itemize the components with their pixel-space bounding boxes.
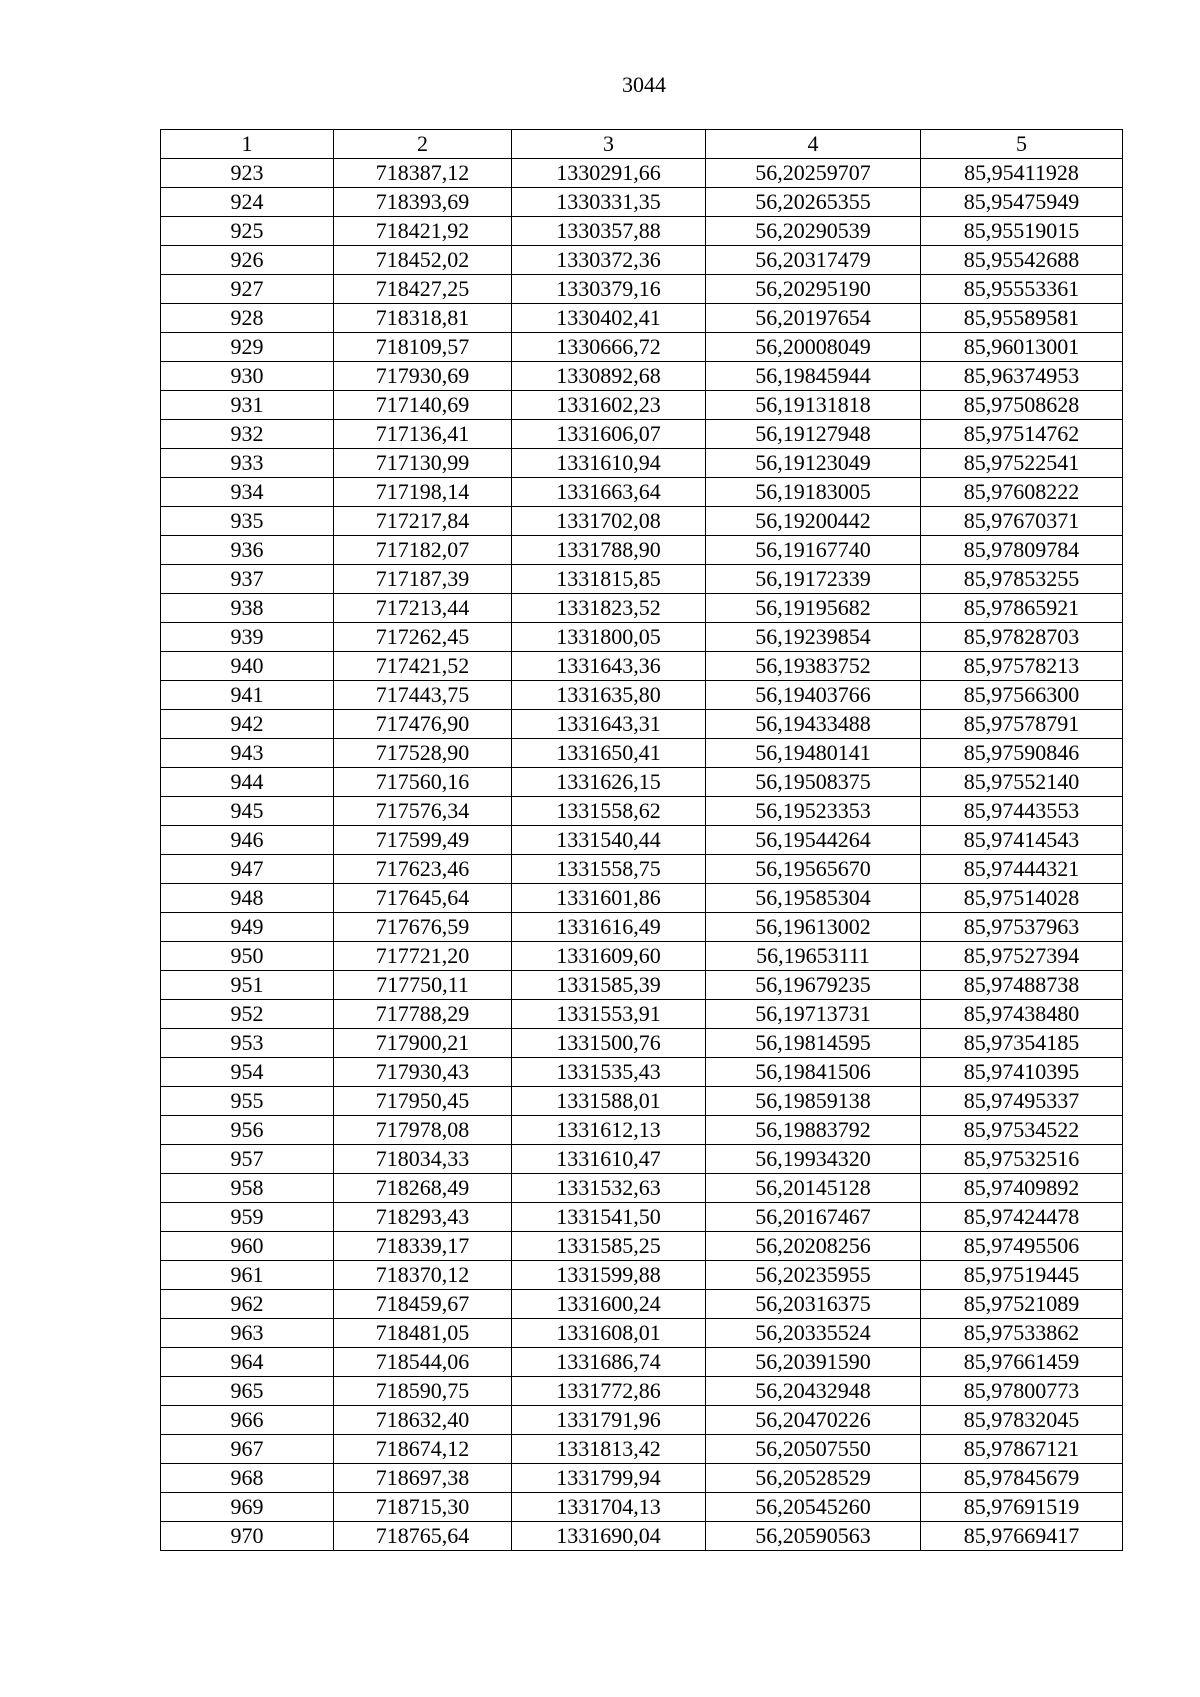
latitude-cell: 56,19544264: [706, 826, 921, 855]
point-number-cell: 954: [161, 1058, 334, 1087]
y-coordinate-cell: 1331541,50: [512, 1203, 706, 1232]
longitude-cell: 85,97661459: [921, 1348, 1123, 1377]
column-header: 5: [921, 130, 1123, 159]
longitude-cell: 85,97534522: [921, 1116, 1123, 1145]
y-coordinate-cell: 1331599,88: [512, 1261, 706, 1290]
y-coordinate-cell: 1331585,25: [512, 1232, 706, 1261]
longitude-cell: 85,97532516: [921, 1145, 1123, 1174]
y-coordinate-cell: 1331601,86: [512, 884, 706, 913]
y-coordinate-cell: 1330892,68: [512, 362, 706, 391]
latitude-cell: 56,19200442: [706, 507, 921, 536]
point-number-cell: 945: [161, 797, 334, 826]
point-number-cell: 968: [161, 1464, 334, 1493]
table-row: [161, 710, 1123, 739]
x-coordinate-cell: 717560,16: [334, 768, 512, 797]
y-coordinate-cell: 1331535,43: [512, 1058, 706, 1087]
x-coordinate-cell: 718370,12: [334, 1261, 512, 1290]
longitude-cell: 85,97488738: [921, 971, 1123, 1000]
y-coordinate-cell: 1331791,96: [512, 1406, 706, 1435]
x-coordinate-cell: 717930,43: [334, 1058, 512, 1087]
longitude-cell: 85,95553361: [921, 275, 1123, 304]
table-row: [161, 420, 1123, 449]
longitude-cell: 85,97495506: [921, 1232, 1123, 1261]
y-coordinate-cell: 1331626,15: [512, 768, 706, 797]
longitude-cell: 85,97443553: [921, 797, 1123, 826]
latitude-cell: 56,20316375: [706, 1290, 921, 1319]
y-coordinate-cell: 1331643,31: [512, 710, 706, 739]
x-coordinate-cell: 717140,69: [334, 391, 512, 420]
latitude-cell: 56,20167467: [706, 1203, 921, 1232]
longitude-cell: 85,97691519: [921, 1493, 1123, 1522]
latitude-cell: 56,20265355: [706, 188, 921, 217]
y-coordinate-cell: 1331602,23: [512, 391, 706, 420]
column-header: 4: [706, 130, 921, 159]
y-coordinate-cell: 1330291,66: [512, 159, 706, 188]
latitude-cell: 56,19383752: [706, 652, 921, 681]
y-coordinate-cell: 1331650,41: [512, 739, 706, 768]
longitude-cell: 85,97670371: [921, 507, 1123, 536]
y-coordinate-cell: 1331610,94: [512, 449, 706, 478]
longitude-cell: 85,97578213: [921, 652, 1123, 681]
latitude-cell: 56,20432948: [706, 1377, 921, 1406]
latitude-cell: 56,19123049: [706, 449, 921, 478]
table-row: [161, 275, 1123, 304]
longitude-cell: 85,97537963: [921, 913, 1123, 942]
y-coordinate-cell: 1331702,08: [512, 507, 706, 536]
point-number-cell: 966: [161, 1406, 334, 1435]
x-coordinate-cell: 718590,75: [334, 1377, 512, 1406]
point-number-cell: 955: [161, 1087, 334, 1116]
x-coordinate-cell: 717930,69: [334, 362, 512, 391]
x-coordinate-cell: 718481,05: [334, 1319, 512, 1348]
point-number-cell: 933: [161, 449, 334, 478]
x-coordinate-cell: 717750,11: [334, 971, 512, 1000]
x-coordinate-cell: 717576,34: [334, 797, 512, 826]
table-row: [161, 1522, 1123, 1551]
x-coordinate-cell: 717187,39: [334, 565, 512, 594]
column-header: 2: [334, 130, 512, 159]
y-coordinate-cell: 1331600,24: [512, 1290, 706, 1319]
y-coordinate-cell: 1330402,41: [512, 304, 706, 333]
y-coordinate-cell: 1330372,36: [512, 246, 706, 275]
longitude-cell: 85,97533862: [921, 1319, 1123, 1348]
x-coordinate-cell: 717721,20: [334, 942, 512, 971]
longitude-cell: 85,97521089: [921, 1290, 1123, 1319]
longitude-cell: 85,97608222: [921, 478, 1123, 507]
y-coordinate-cell: 1331610,47: [512, 1145, 706, 1174]
latitude-cell: 56,19172339: [706, 565, 921, 594]
latitude-cell: 56,19883792: [706, 1116, 921, 1145]
longitude-cell: 85,97414543: [921, 826, 1123, 855]
longitude-cell: 85,97444321: [921, 855, 1123, 884]
table-row: [161, 913, 1123, 942]
longitude-cell: 85,97424478: [921, 1203, 1123, 1232]
longitude-cell: 85,97800773: [921, 1377, 1123, 1406]
point-number-cell: 950: [161, 942, 334, 971]
x-coordinate-cell: 717645,64: [334, 884, 512, 913]
table-row: [161, 391, 1123, 420]
table-row: [161, 1029, 1123, 1058]
x-coordinate-cell: 718034,33: [334, 1145, 512, 1174]
x-coordinate-cell: 717130,99: [334, 449, 512, 478]
longitude-cell: 85,97522541: [921, 449, 1123, 478]
latitude-cell: 56,19585304: [706, 884, 921, 913]
longitude-cell: 85,97519445: [921, 1261, 1123, 1290]
point-number-cell: 951: [161, 971, 334, 1000]
column-header: 1: [161, 130, 334, 159]
x-coordinate-cell: 718421,92: [334, 217, 512, 246]
longitude-cell: 85,97495337: [921, 1087, 1123, 1116]
y-coordinate-cell: 1331643,36: [512, 652, 706, 681]
table-row: [161, 768, 1123, 797]
point-number-cell: 962: [161, 1290, 334, 1319]
table-row: [161, 246, 1123, 275]
x-coordinate-cell: 717950,45: [334, 1087, 512, 1116]
table-row: [161, 1000, 1123, 1029]
latitude-cell: 56,20295190: [706, 275, 921, 304]
y-coordinate-cell: 1331788,90: [512, 536, 706, 565]
latitude-cell: 56,19841506: [706, 1058, 921, 1087]
table-row: [161, 1406, 1123, 1435]
longitude-cell: 85,97578791: [921, 710, 1123, 739]
point-number-cell: 944: [161, 768, 334, 797]
x-coordinate-cell: 717182,07: [334, 536, 512, 565]
y-coordinate-cell: 1330331,35: [512, 188, 706, 217]
latitude-cell: 56,20317479: [706, 246, 921, 275]
longitude-cell: 85,95589581: [921, 304, 1123, 333]
latitude-cell: 56,19480141: [706, 739, 921, 768]
table-row: [161, 1290, 1123, 1319]
x-coordinate-cell: 717421,52: [334, 652, 512, 681]
y-coordinate-cell: 1331635,80: [512, 681, 706, 710]
point-number-cell: 929: [161, 333, 334, 362]
y-coordinate-cell: 1331606,07: [512, 420, 706, 449]
x-coordinate-cell: 717217,84: [334, 507, 512, 536]
table-row: [161, 304, 1123, 333]
point-number-cell: 947: [161, 855, 334, 884]
longitude-cell: 85,97865921: [921, 594, 1123, 623]
latitude-cell: 56,19131818: [706, 391, 921, 420]
table-row: [161, 1087, 1123, 1116]
y-coordinate-cell: 1331815,85: [512, 565, 706, 594]
x-coordinate-cell: 718318,81: [334, 304, 512, 333]
point-number-cell: 925: [161, 217, 334, 246]
longitude-cell: 85,97514028: [921, 884, 1123, 913]
coordinates-table: [160, 129, 1123, 1551]
x-coordinate-cell: 717788,29: [334, 1000, 512, 1029]
longitude-cell: 85,97590846: [921, 739, 1123, 768]
table-row: [161, 1435, 1123, 1464]
table-row: [161, 826, 1123, 855]
table-row: [161, 565, 1123, 594]
longitude-cell: 85,97845679: [921, 1464, 1123, 1493]
latitude-cell: 56,20235955: [706, 1261, 921, 1290]
x-coordinate-cell: 717623,46: [334, 855, 512, 884]
table-row: [161, 884, 1123, 913]
y-coordinate-cell: 1331800,05: [512, 623, 706, 652]
latitude-cell: 56,19859138: [706, 1087, 921, 1116]
y-coordinate-cell: 1330666,72: [512, 333, 706, 362]
latitude-cell: 56,19845944: [706, 362, 921, 391]
latitude-cell: 56,20290539: [706, 217, 921, 246]
longitude-cell: 85,97527394: [921, 942, 1123, 971]
y-coordinate-cell: 1331686,74: [512, 1348, 706, 1377]
x-coordinate-cell: 718293,43: [334, 1203, 512, 1232]
x-coordinate-cell: 718765,64: [334, 1522, 512, 1551]
longitude-cell: 85,97566300: [921, 681, 1123, 710]
point-number-cell: 956: [161, 1116, 334, 1145]
table-row: [161, 217, 1123, 246]
table-row: [161, 507, 1123, 536]
latitude-cell: 56,20470226: [706, 1406, 921, 1435]
x-coordinate-cell: 717528,90: [334, 739, 512, 768]
longitude-cell: 85,97438480: [921, 1000, 1123, 1029]
x-coordinate-cell: 718697,38: [334, 1464, 512, 1493]
x-coordinate-cell: 717676,59: [334, 913, 512, 942]
point-number-cell: 965: [161, 1377, 334, 1406]
y-coordinate-cell: 1331558,62: [512, 797, 706, 826]
latitude-cell: 56,19653111: [706, 942, 921, 971]
y-coordinate-cell: 1331558,75: [512, 855, 706, 884]
table-row: [161, 652, 1123, 681]
latitude-cell: 56,19934320: [706, 1145, 921, 1174]
latitude-cell: 56,20528529: [706, 1464, 921, 1493]
point-number-cell: 924: [161, 188, 334, 217]
point-number-cell: 963: [161, 1319, 334, 1348]
point-number-cell: 943: [161, 739, 334, 768]
y-coordinate-cell: 1331500,76: [512, 1029, 706, 1058]
latitude-cell: 56,19713731: [706, 1000, 921, 1029]
latitude-cell: 56,19127948: [706, 420, 921, 449]
table-row: [161, 623, 1123, 652]
y-coordinate-cell: 1331772,86: [512, 1377, 706, 1406]
latitude-cell: 56,20145128: [706, 1174, 921, 1203]
x-coordinate-cell: 718452,02: [334, 246, 512, 275]
latitude-cell: 56,19508375: [706, 768, 921, 797]
y-coordinate-cell: 1331663,64: [512, 478, 706, 507]
y-coordinate-cell: 1331813,42: [512, 1435, 706, 1464]
table-row: [161, 188, 1123, 217]
y-coordinate-cell: 1331553,91: [512, 1000, 706, 1029]
point-number-cell: 958: [161, 1174, 334, 1203]
y-coordinate-cell: 1331588,01: [512, 1087, 706, 1116]
table-row: [161, 1174, 1123, 1203]
table-row: [161, 1145, 1123, 1174]
point-number-cell: 927: [161, 275, 334, 304]
table-row: [161, 1348, 1123, 1377]
longitude-cell: 85,97508628: [921, 391, 1123, 420]
longitude-cell: 85,97832045: [921, 1406, 1123, 1435]
point-number-cell: 946: [161, 826, 334, 855]
point-number-cell: 928: [161, 304, 334, 333]
y-coordinate-cell: 1331540,44: [512, 826, 706, 855]
table-row: [161, 1261, 1123, 1290]
x-coordinate-cell: 717136,41: [334, 420, 512, 449]
table-row: [161, 159, 1123, 188]
latitude-cell: 56,19814595: [706, 1029, 921, 1058]
x-coordinate-cell: 718427,25: [334, 275, 512, 304]
table-row: [161, 449, 1123, 478]
x-coordinate-cell: 717599,49: [334, 826, 512, 855]
point-number-cell: 936: [161, 536, 334, 565]
point-number-cell: 939: [161, 623, 334, 652]
point-number-cell: 953: [161, 1029, 334, 1058]
y-coordinate-cell: 1331608,01: [512, 1319, 706, 1348]
latitude-cell: 56,19167740: [706, 536, 921, 565]
longitude-cell: 85,97669417: [921, 1522, 1123, 1551]
table-row: [161, 739, 1123, 768]
point-number-cell: 926: [161, 246, 334, 275]
table-row: [161, 681, 1123, 710]
point-number-cell: 938: [161, 594, 334, 623]
point-number-cell: 957: [161, 1145, 334, 1174]
latitude-cell: 56,19679235: [706, 971, 921, 1000]
point-number-cell: 961: [161, 1261, 334, 1290]
longitude-cell: 85,97514762: [921, 420, 1123, 449]
table-row: [161, 797, 1123, 826]
y-coordinate-cell: 1331823,52: [512, 594, 706, 623]
x-coordinate-cell: 717900,21: [334, 1029, 512, 1058]
y-coordinate-cell: 1331612,13: [512, 1116, 706, 1145]
table-row: [161, 362, 1123, 391]
longitude-cell: 85,97809784: [921, 536, 1123, 565]
point-number-cell: 969: [161, 1493, 334, 1522]
point-number-cell: 949: [161, 913, 334, 942]
table-row: [161, 1203, 1123, 1232]
point-number-cell: 931: [161, 391, 334, 420]
y-coordinate-cell: 1330379,16: [512, 275, 706, 304]
x-coordinate-cell: 717443,75: [334, 681, 512, 710]
latitude-cell: 56,20590563: [706, 1522, 921, 1551]
y-coordinate-cell: 1331585,39: [512, 971, 706, 1000]
y-coordinate-cell: 1331609,60: [512, 942, 706, 971]
point-number-cell: 960: [161, 1232, 334, 1261]
x-coordinate-cell: 717198,14: [334, 478, 512, 507]
point-number-cell: 948: [161, 884, 334, 913]
latitude-cell: 56,20259707: [706, 159, 921, 188]
point-number-cell: 930: [161, 362, 334, 391]
latitude-cell: 56,19565670: [706, 855, 921, 884]
x-coordinate-cell: 718632,40: [334, 1406, 512, 1435]
page-number: 3044: [622, 72, 666, 97]
x-coordinate-cell: 717476,90: [334, 710, 512, 739]
y-coordinate-cell: 1331616,49: [512, 913, 706, 942]
table-row: [161, 1464, 1123, 1493]
latitude-cell: 56,19183005: [706, 478, 921, 507]
x-coordinate-cell: 718109,57: [334, 333, 512, 362]
latitude-cell: 56,19403766: [706, 681, 921, 710]
x-coordinate-cell: 717978,08: [334, 1116, 512, 1145]
table-row: [161, 594, 1123, 623]
longitude-cell: 85,95519015: [921, 217, 1123, 246]
latitude-cell: 56,19195682: [706, 594, 921, 623]
latitude-cell: 56,20335524: [706, 1319, 921, 1348]
latitude-cell: 56,20391590: [706, 1348, 921, 1377]
table-row: [161, 536, 1123, 565]
point-number-cell: 935: [161, 507, 334, 536]
longitude-cell: 85,96374953: [921, 362, 1123, 391]
table-row: [161, 971, 1123, 1000]
latitude-cell: 56,20208256: [706, 1232, 921, 1261]
x-coordinate-cell: 717213,44: [334, 594, 512, 623]
column-header: 3: [512, 130, 706, 159]
latitude-cell: 56,19523353: [706, 797, 921, 826]
longitude-cell: 85,97409892: [921, 1174, 1123, 1203]
point-number-cell: 923: [161, 159, 334, 188]
point-number-cell: 970: [161, 1522, 334, 1551]
x-coordinate-cell: 718387,12: [334, 159, 512, 188]
table-row: [161, 1319, 1123, 1348]
table-row: [161, 1116, 1123, 1145]
latitude-cell: 56,19239854: [706, 623, 921, 652]
table-header-row: [161, 130, 1123, 159]
table-row: [161, 1232, 1123, 1261]
longitude-cell: 85,97552140: [921, 768, 1123, 797]
longitude-cell: 85,97354185: [921, 1029, 1123, 1058]
table-row: [161, 1377, 1123, 1406]
point-number-cell: 959: [161, 1203, 334, 1232]
point-number-cell: 967: [161, 1435, 334, 1464]
latitude-cell: 56,20197654: [706, 304, 921, 333]
longitude-cell: 85,97853255: [921, 565, 1123, 594]
longitude-cell: 85,96013001: [921, 333, 1123, 362]
point-number-cell: 940: [161, 652, 334, 681]
y-coordinate-cell: 1331704,13: [512, 1493, 706, 1522]
x-coordinate-cell: 718715,30: [334, 1493, 512, 1522]
x-coordinate-cell: 718459,67: [334, 1290, 512, 1319]
longitude-cell: 85,97828703: [921, 623, 1123, 652]
latitude-cell: 56,20008049: [706, 333, 921, 362]
table-row: [161, 1058, 1123, 1087]
point-number-cell: 934: [161, 478, 334, 507]
longitude-cell: 85,95475949: [921, 188, 1123, 217]
y-coordinate-cell: 1331799,94: [512, 1464, 706, 1493]
latitude-cell: 56,20507550: [706, 1435, 921, 1464]
point-number-cell: 932: [161, 420, 334, 449]
x-coordinate-cell: 718544,06: [334, 1348, 512, 1377]
longitude-cell: 85,97867121: [921, 1435, 1123, 1464]
table-row: [161, 333, 1123, 362]
latitude-cell: 56,20545260: [706, 1493, 921, 1522]
point-number-cell: 937: [161, 565, 334, 594]
table-row: [161, 1493, 1123, 1522]
latitude-cell: 56,19613002: [706, 913, 921, 942]
point-number-cell: 942: [161, 710, 334, 739]
point-number-cell: 952: [161, 1000, 334, 1029]
x-coordinate-cell: 718339,17: [334, 1232, 512, 1261]
table-body: [161, 159, 1123, 1551]
x-coordinate-cell: 717262,45: [334, 623, 512, 652]
point-number-cell: 941: [161, 681, 334, 710]
point-number-cell: 964: [161, 1348, 334, 1377]
longitude-cell: 85,97410395: [921, 1058, 1123, 1087]
x-coordinate-cell: 718393,69: [334, 188, 512, 217]
x-coordinate-cell: 718674,12: [334, 1435, 512, 1464]
y-coordinate-cell: 1330357,88: [512, 217, 706, 246]
y-coordinate-cell: 1331690,04: [512, 1522, 706, 1551]
table-row: [161, 942, 1123, 971]
longitude-cell: 85,95411928: [921, 159, 1123, 188]
table-row: [161, 855, 1123, 884]
table-row: [161, 478, 1123, 507]
y-coordinate-cell: 1331532,63: [512, 1174, 706, 1203]
longitude-cell: 85,95542688: [921, 246, 1123, 275]
latitude-cell: 56,19433488: [706, 710, 921, 739]
x-coordinate-cell: 718268,49: [334, 1174, 512, 1203]
